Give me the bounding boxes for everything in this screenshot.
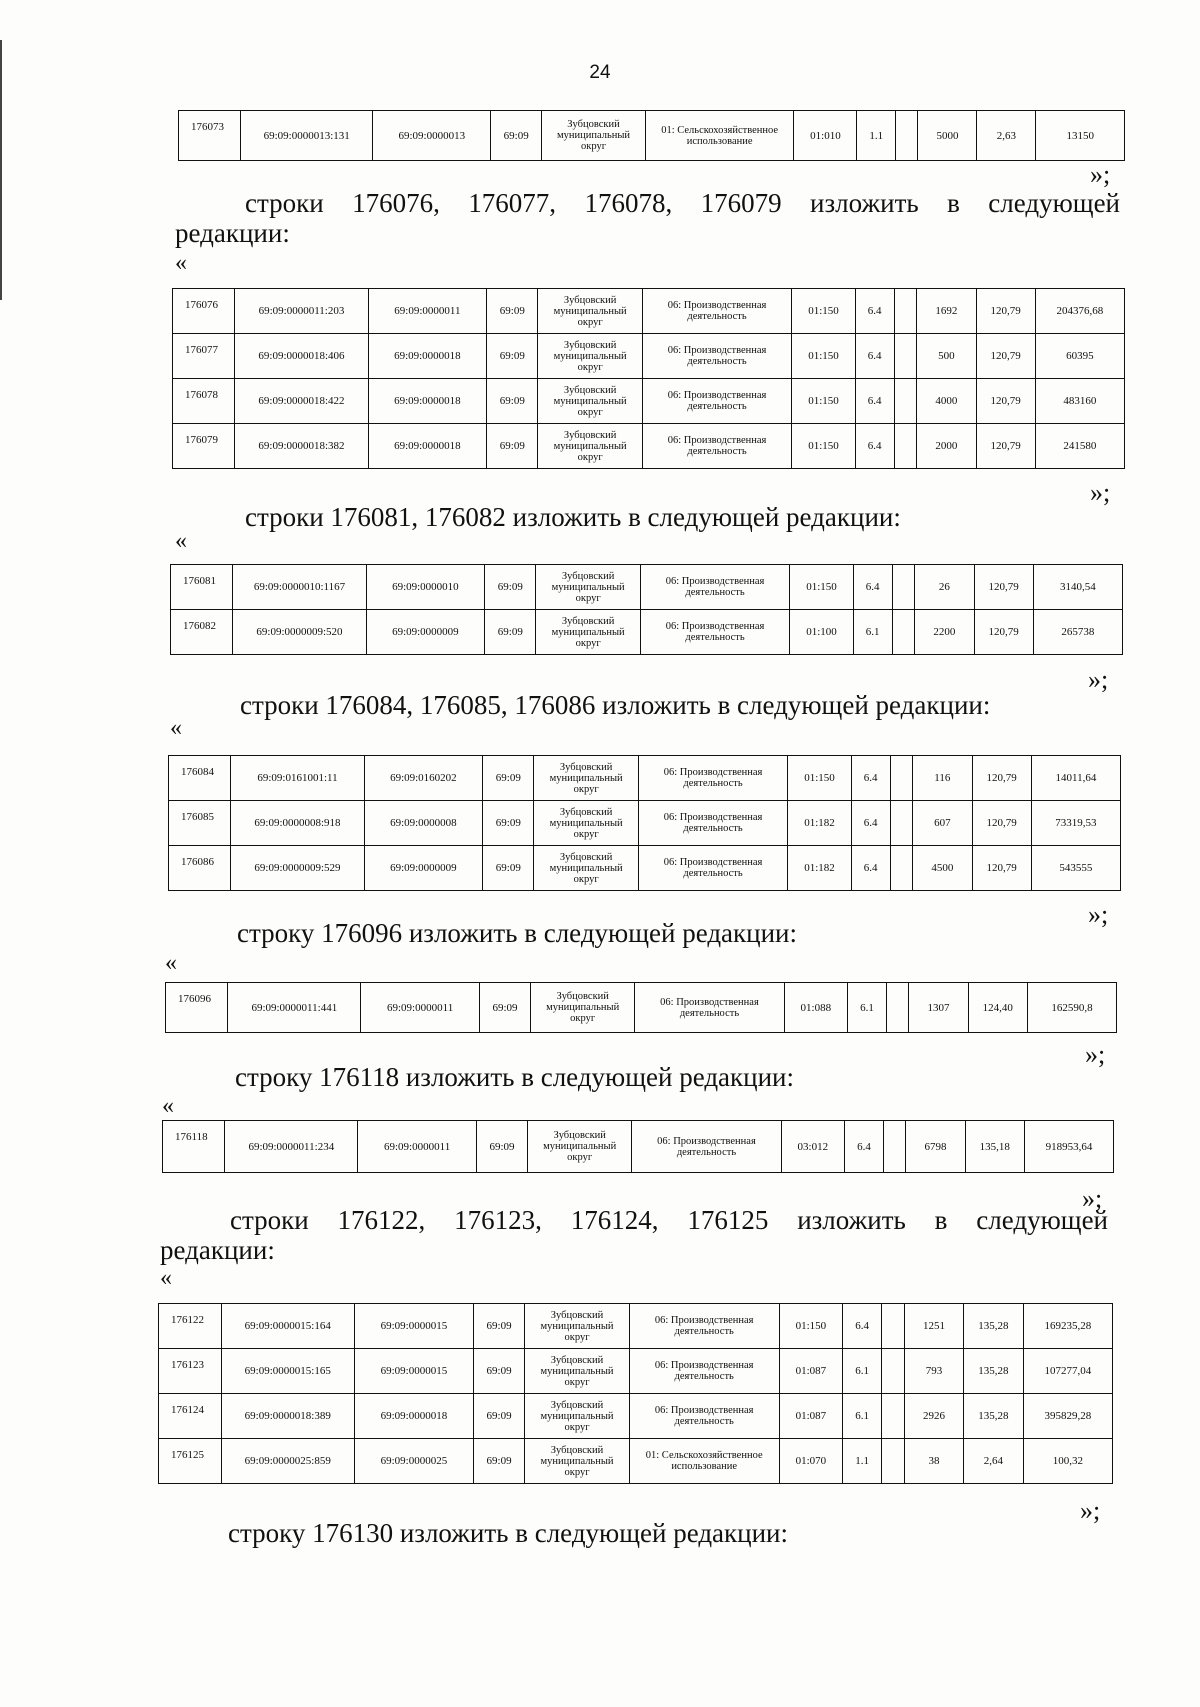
- table-cell: 100,32: [1023, 1439, 1112, 1484]
- table-cell: 69:09: [483, 801, 534, 846]
- table-cell: 69:09:0000015:165: [221, 1349, 354, 1394]
- table-cell: 176124: [159, 1394, 222, 1439]
- table-cell: 14011,64: [1031, 756, 1120, 801]
- table-cell: 69:09:0000009: [366, 610, 485, 655]
- table-cell: 06: Производственная деятельность: [640, 610, 789, 655]
- table-cell: 169235,28: [1023, 1304, 1112, 1349]
- table-cell: 2200: [915, 610, 974, 655]
- table-cell: 6.1: [843, 1394, 882, 1439]
- table-cell: 69:09:0000018: [368, 424, 487, 469]
- table-cell: 01:182: [788, 846, 851, 891]
- table-cell: 176086: [169, 846, 231, 891]
- table-cell: 06: Производственная деятельность: [642, 289, 791, 334]
- table-cell: 124,40: [968, 983, 1027, 1033]
- table-cell: Зубцовский муниципальный округ: [536, 565, 640, 610]
- table-cell: 1.1: [843, 1439, 882, 1484]
- table-cell: [882, 1394, 905, 1439]
- table-cell: 69:09: [473, 1304, 524, 1349]
- close-quote: »;: [1090, 160, 1111, 189]
- table-block-4: [165, 982, 1117, 1033]
- table-row: [169, 801, 1121, 846]
- table-cell: 69:09:0000018: [354, 1394, 473, 1439]
- table-cell: [886, 983, 908, 1033]
- close-quote: »;: [1088, 900, 1109, 929]
- table-cell: Зубцовский муниципальный округ: [536, 610, 640, 655]
- table-cell: 69:09:0000011: [358, 1121, 477, 1173]
- table-cell: 2,63: [977, 111, 1036, 161]
- table-cell: 69:09:0161001:11: [231, 756, 364, 801]
- table-cell: 06: Производственная деятельность: [642, 334, 791, 379]
- close-quote: »;: [1080, 1496, 1101, 1525]
- table-cell: [894, 289, 917, 334]
- table-cell: Зубцовский муниципальный округ: [531, 983, 635, 1033]
- table-cell: 69:09:0000015: [354, 1304, 473, 1349]
- open-quote: «: [165, 950, 177, 976]
- table-cell: 69:09:0000011:203: [235, 289, 368, 334]
- table-cell: 69:09:0000011:234: [225, 1121, 358, 1173]
- table-cell: 38: [904, 1439, 963, 1484]
- table-cell: 176082: [171, 610, 233, 655]
- table-cell: 162590,8: [1027, 983, 1116, 1033]
- table-cell: 06: Производственная деятельность: [629, 1304, 779, 1349]
- table-cell: 6.4: [855, 424, 894, 469]
- table-cell: 69:09: [485, 610, 536, 655]
- table-cell: 69:09:0000018: [368, 334, 487, 379]
- table-cell: Зубцовский муниципальный округ: [534, 846, 638, 891]
- table-cell: 176096: [166, 983, 228, 1033]
- table-row: [173, 334, 1125, 379]
- table-cell: 01:150: [779, 1304, 843, 1349]
- table-row: [166, 983, 1117, 1033]
- table-cell: 6.4: [851, 801, 890, 846]
- table-cell: 69:09:0000011: [368, 289, 487, 334]
- table-cell: 107277,04: [1023, 1349, 1112, 1394]
- table-cell: 69:09: [483, 846, 534, 891]
- table-cell: 6.1: [848, 983, 887, 1033]
- table-cell: 120,79: [976, 424, 1035, 469]
- table-row: [173, 379, 1125, 424]
- table-cell: 1692: [917, 289, 976, 334]
- table-cell: 176078: [173, 379, 235, 424]
- table-cell: 6.4: [855, 379, 894, 424]
- table-cell: Зубцовский муниципальный округ: [525, 1304, 630, 1349]
- instruction-text: строки 176081, 176082 изложить в следующей редакции:: [245, 502, 901, 532]
- table-cell: 06: Производственная деятельность: [640, 565, 789, 610]
- table-cell: 543555: [1031, 846, 1120, 891]
- table-cell: 4500: [913, 846, 972, 891]
- table-cell: 69:09:0000009: [364, 846, 483, 891]
- table-cell: 06: Производственная деятельность: [638, 801, 787, 846]
- table-cell: 69:09:0000008:918: [231, 801, 364, 846]
- table-cell: Зубцовский муниципальный округ: [528, 1121, 632, 1173]
- table-row: [169, 756, 1121, 801]
- table-cell: 69:09:0000011:441: [228, 983, 361, 1033]
- table-cell: 116: [913, 756, 972, 801]
- table-cell: 69:09: [487, 424, 538, 469]
- table-cell: Зубцовский муниципальный округ: [525, 1394, 630, 1439]
- table-cell: 918953,64: [1024, 1121, 1113, 1173]
- table-cell: 01: Сельскохозяйственное использование: [629, 1439, 779, 1484]
- table-cell: 06: Производственная деятельность: [638, 846, 787, 891]
- table-cell: 69:09: [479, 983, 530, 1033]
- table-cell: 06: Производственная деятельность: [642, 379, 791, 424]
- table-cell: 06: Производственная деятельность: [642, 424, 791, 469]
- table-cell: 69:09:0000018:382: [235, 424, 368, 469]
- table-cell: 120,79: [976, 379, 1035, 424]
- table-cell: 01:070: [779, 1439, 843, 1484]
- table-cell: 69:09: [473, 1394, 524, 1439]
- table-cell: 1251: [904, 1304, 963, 1349]
- table-cell: 135,28: [964, 1304, 1023, 1349]
- table-cell: [894, 424, 917, 469]
- table-cell: 69:09:0000011: [361, 983, 480, 1033]
- table-cell: Зубцовский муниципальный округ: [538, 289, 642, 334]
- table-cell: Зубцовский муниципальный округ: [538, 424, 642, 469]
- table-row: [159, 1439, 1113, 1484]
- table-cell: 176081: [171, 565, 233, 610]
- open-quote: «: [170, 715, 182, 741]
- table-cell: 06: Производственная деятельность: [635, 983, 784, 1033]
- table-cell: 6.4: [845, 1121, 884, 1173]
- table-cell: 69:09:0160202: [364, 756, 483, 801]
- registry-table: [165, 982, 1117, 1033]
- table-row: [171, 565, 1123, 610]
- table-cell: 69:09:0000013: [373, 111, 491, 161]
- table-block-3: [168, 755, 1121, 891]
- table-cell: 120,79: [976, 289, 1035, 334]
- table-cell: 69:09: [483, 756, 534, 801]
- table-cell: 607: [913, 801, 972, 846]
- table-cell: 135,28: [964, 1349, 1023, 1394]
- table-cell: 69:09: [491, 111, 542, 161]
- table-cell: 01:150: [792, 424, 855, 469]
- table-cell: 2926: [904, 1394, 963, 1439]
- registry-table: [178, 110, 1125, 161]
- registry-table: [170, 564, 1123, 655]
- table-row: [163, 1121, 1114, 1173]
- table-cell: 120,79: [972, 801, 1031, 846]
- table-cell: 6.4: [855, 289, 894, 334]
- instruction-text: строки 176122, 176123, 176124, 176125 изложить в следующей: [230, 1205, 1108, 1235]
- table-cell: 69:09:0000025:859: [221, 1439, 354, 1484]
- table-row: [173, 289, 1125, 334]
- table-cell: 69:09: [473, 1349, 524, 1394]
- table-cell: 06: Производственная деятельность: [632, 1121, 781, 1173]
- registry-table: [158, 1303, 1113, 1484]
- page-number: 24: [589, 62, 611, 83]
- table-cell: 395829,28: [1023, 1394, 1112, 1439]
- table-cell: 176077: [173, 334, 235, 379]
- table-cell: 69:09:0000009:529: [231, 846, 364, 891]
- table-cell: 176123: [159, 1349, 222, 1394]
- table-cell: 69:09:0000025: [354, 1439, 473, 1484]
- table-cell: 01:150: [792, 334, 855, 379]
- table-cell: 69:09: [487, 289, 538, 334]
- table-cell: 2,64: [964, 1439, 1023, 1484]
- table-cell: 01:088: [784, 983, 847, 1033]
- instruction-text-cont: редакции:: [175, 218, 290, 248]
- table-cell: 01:150: [788, 756, 851, 801]
- table-cell: [890, 846, 913, 891]
- open-quote: «: [175, 528, 187, 554]
- table-cell: 01:150: [792, 289, 855, 334]
- table-cell: 793: [904, 1349, 963, 1394]
- table-cell: [882, 1304, 905, 1349]
- table-cell: [896, 111, 918, 161]
- table-cell: 120,79: [976, 334, 1035, 379]
- table-cell: 176122: [159, 1304, 222, 1349]
- table-cell: 69:09: [473, 1439, 524, 1484]
- table-block-1: [172, 288, 1125, 469]
- table-cell: 6.4: [843, 1304, 882, 1349]
- close-quote: »;: [1085, 1040, 1106, 1069]
- table-row: [169, 846, 1121, 891]
- table-block-0: [178, 110, 1125, 161]
- table-cell: 483160: [1035, 379, 1124, 424]
- table-cell: 176084: [169, 756, 231, 801]
- table-cell: 06: Производственная деятельность: [629, 1349, 779, 1394]
- table-cell: 60395: [1035, 334, 1124, 379]
- open-quote: «: [162, 1093, 174, 1119]
- table-cell: 6.1: [853, 610, 892, 655]
- table-cell: [890, 801, 913, 846]
- table-cell: 120,79: [972, 756, 1031, 801]
- close-quote: »;: [1082, 1184, 1103, 1213]
- table-cell: 1.1: [857, 111, 896, 161]
- table-cell: 120,79: [974, 565, 1033, 610]
- table-cell: 03:012: [781, 1121, 844, 1173]
- table-row: [159, 1349, 1113, 1394]
- table-cell: 69:09: [487, 379, 538, 424]
- table-cell: 69:09:0000015: [354, 1349, 473, 1394]
- final-instruction: строку 176130 изложить в следующей редакции:: [228, 1518, 789, 1548]
- table-cell: 265738: [1033, 610, 1122, 655]
- table-cell: 69:09:0000008: [364, 801, 483, 846]
- table-cell: 1307: [909, 983, 968, 1033]
- instruction-text: строку 176096 изложить в следующей редакции:: [237, 918, 798, 948]
- open-quote: «: [160, 1265, 172, 1291]
- table-block-2: [170, 564, 1123, 655]
- table-cell: 69:09:0000018:422: [235, 379, 368, 424]
- table-cell: [894, 379, 917, 424]
- table-cell: 241580: [1035, 424, 1124, 469]
- table-cell: Зубцовский муниципальный округ: [534, 756, 638, 801]
- table-cell: 176079: [173, 424, 235, 469]
- table-cell: 69:09:0000013:131: [241, 111, 373, 161]
- table-block-5: [162, 1120, 1114, 1173]
- table-cell: 6.4: [851, 756, 890, 801]
- close-quote: »;: [1090, 478, 1111, 507]
- table-row: [171, 610, 1123, 655]
- registry-table: [172, 288, 1125, 469]
- table-cell: 6.4: [851, 846, 890, 891]
- table-cell: 01:087: [779, 1394, 843, 1439]
- table-cell: 01:182: [788, 801, 851, 846]
- table-cell: 6.1: [843, 1349, 882, 1394]
- table-cell: 69:09:0000018:389: [221, 1394, 354, 1439]
- table-cell: 2000: [917, 424, 976, 469]
- table-cell: 176118: [163, 1121, 225, 1173]
- table-cell: Зубцовский муниципальный округ: [534, 801, 638, 846]
- table-cell: 3140,54: [1033, 565, 1122, 610]
- table-cell: 69:09:0000015:164: [221, 1304, 354, 1349]
- close-quote: »;: [1088, 665, 1109, 694]
- table-cell: 06: Производственная деятельность: [638, 756, 787, 801]
- table-cell: 4000: [917, 379, 976, 424]
- table-cell: 06: Производственная деятельность: [629, 1394, 779, 1439]
- table-cell: [890, 756, 913, 801]
- table-cell: 69:09:0000010:1167: [233, 565, 366, 610]
- table-cell: 01:100: [790, 610, 853, 655]
- table-row: [179, 111, 1125, 161]
- table-cell: 01:150: [792, 379, 855, 424]
- table-cell: 69:09: [485, 565, 536, 610]
- table-cell: [892, 565, 915, 610]
- table-cell: Зубцовский муниципальный округ: [542, 111, 646, 161]
- table-cell: [882, 1349, 905, 1394]
- table-block-6: [158, 1303, 1113, 1484]
- table-cell: 69:09:0000018:406: [235, 334, 368, 379]
- table-cell: [883, 1121, 905, 1173]
- instruction-text: строку 176118 изложить в следующей редакции:: [235, 1062, 795, 1092]
- table-cell: [882, 1439, 905, 1484]
- instruction-text: строки 176084, 176085, 176086 изложить в следующей редакции:: [240, 690, 991, 720]
- table-cell: 176073: [179, 111, 241, 161]
- table-cell: 6.4: [853, 565, 892, 610]
- table-cell: 73319,53: [1031, 801, 1120, 846]
- table-cell: 69:09: [487, 334, 538, 379]
- table-cell: [892, 610, 915, 655]
- open-quote: «: [175, 250, 187, 276]
- table-row: [159, 1394, 1113, 1439]
- table-cell: 6.4: [855, 334, 894, 379]
- instruction-text: строки 176076, 176077, 176078, 176079 изложить в следующей: [245, 188, 1120, 218]
- table-cell: 26: [915, 565, 974, 610]
- table-row: [159, 1304, 1113, 1349]
- table-cell: 13150: [1036, 111, 1125, 161]
- table-cell: 69:09:0000010: [366, 565, 485, 610]
- table-row: [173, 424, 1125, 469]
- instruction-text-cont: редакции:: [160, 1235, 275, 1265]
- table-cell: 176076: [173, 289, 235, 334]
- table-cell: Зубцовский муниципальный округ: [525, 1439, 630, 1484]
- table-cell: 6798: [906, 1121, 965, 1173]
- table-cell: 120,79: [972, 846, 1031, 891]
- table-cell: 01:150: [790, 565, 853, 610]
- table-cell: 5000: [918, 111, 977, 161]
- table-cell: 01:087: [779, 1349, 843, 1394]
- registry-table: [162, 1120, 1114, 1173]
- registry-table: [168, 755, 1121, 891]
- table-cell: Зубцовский муниципальный округ: [538, 379, 642, 424]
- table-cell: 69:09:0000018: [368, 379, 487, 424]
- table-cell: 01:010: [794, 111, 857, 161]
- table-cell: 176085: [169, 801, 231, 846]
- table-cell: Зубцовский муниципальный округ: [538, 334, 642, 379]
- table-cell: 69:09: [476, 1121, 527, 1173]
- table-cell: 69:09:0000009:520: [233, 610, 366, 655]
- table-cell: 176125: [159, 1439, 222, 1484]
- table-cell: 120,79: [974, 610, 1033, 655]
- table-cell: [894, 334, 917, 379]
- table-cell: 204376,68: [1035, 289, 1124, 334]
- table-cell: 135,28: [964, 1394, 1023, 1439]
- table-cell: 500: [917, 334, 976, 379]
- table-cell: 01: Сельскохозяйственное использование: [645, 111, 794, 161]
- table-cell: Зубцовский муниципальный округ: [525, 1349, 630, 1394]
- table-cell: 135,18: [965, 1121, 1024, 1173]
